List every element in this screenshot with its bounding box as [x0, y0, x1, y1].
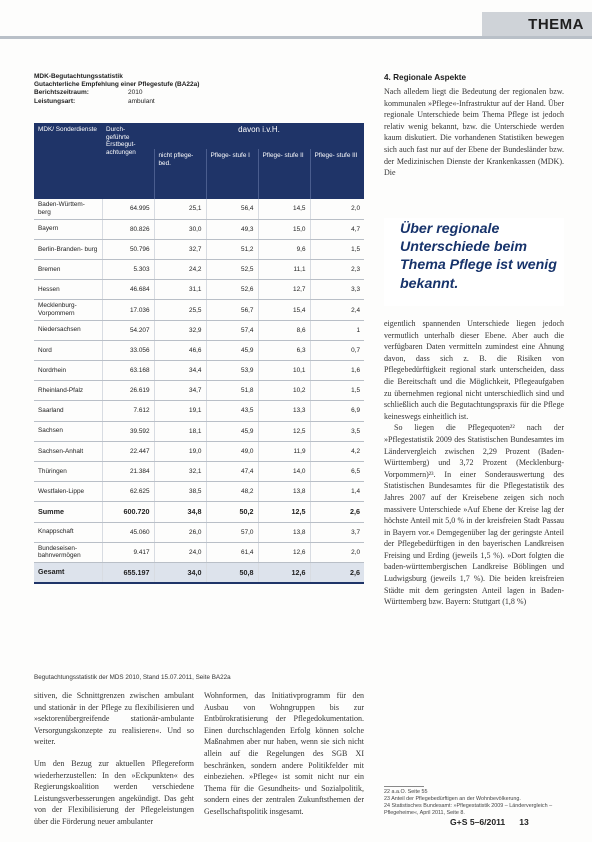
cell-s3: 2,3	[310, 260, 364, 280]
cell-total: 39.592	[102, 421, 154, 441]
row-label: Thüringen	[34, 461, 102, 481]
table-row	[34, 482, 364, 502]
cell-s1: 50,2	[206, 502, 258, 522]
cell-total: 62.625	[102, 482, 154, 502]
paragraph: eigentlich spannenden Unterschiede liegen jedoch vermutlich unterhalb dieser Ebene. Aber auch die verfügbaren Daten vermitteln zumindest eine Ahnung davon, dass sich z. B. die Risiken von Pflegebedürftigkeit regional stark unterscheiden, dass die Bereitschaft und die Möglichkeit, Pflegeaufgaben zu übernehmen regional nicht unterschiedlich sind und schließlich auch die Begutachtungspraxis für die Pflege keineswegs einheitlich ist.	[384, 319, 564, 421]
cell-s1: 61,4	[206, 542, 258, 562]
cell-s2: 14,0	[258, 461, 310, 481]
cell-nicht: 31,1	[154, 280, 206, 300]
cell-total: 63.168	[102, 361, 154, 381]
cell-s1: 57,4	[206, 320, 258, 340]
cell-s1: 47,4	[206, 461, 258, 481]
cell-nicht: 34,8	[154, 502, 206, 522]
row-label: Westfalen-Lippe	[34, 482, 102, 502]
table-meta	[34, 73, 364, 106]
cell-total: 22.447	[102, 441, 154, 461]
cell-s2: 15,4	[258, 300, 310, 320]
pull-quote	[384, 218, 564, 306]
cell-s2: 10,1	[258, 361, 310, 381]
cell-nicht: 24,2	[154, 260, 206, 280]
cell-nicht: 32,7	[154, 239, 206, 259]
row-label: Bremen	[34, 260, 102, 280]
row-label: Hessen	[34, 280, 102, 300]
table-source: Begutachtungsstatistik der MDS 2010, Stand 15.07.2011, Seite BA22a	[34, 674, 231, 681]
cell-s2: 11,9	[258, 441, 310, 461]
meta-key: Berichtszeitraum:	[34, 89, 89, 97]
table-row	[34, 300, 364, 320]
meta-value: ambulant	[128, 97, 155, 105]
cell-s1: 51,2	[206, 239, 258, 259]
table-row	[34, 542, 364, 562]
cell-nicht: 26,0	[154, 522, 206, 542]
cell-s3: 1	[310, 320, 364, 340]
header-stufe-1: Pflege- stufe I	[206, 149, 258, 199]
cell-nicht: 25,1	[154, 199, 206, 219]
cell-s3: 4,2	[310, 441, 364, 461]
row-label: Sachsen	[34, 421, 102, 441]
cell-s3: 2,0	[310, 199, 364, 219]
cell-s3: 2,4	[310, 300, 364, 320]
cell-nicht: 25,5	[154, 300, 206, 320]
cell-s2: 12,6	[258, 542, 310, 562]
table-row	[34, 461, 364, 481]
footnote: 22 a.a.O. Seite 55	[384, 789, 428, 795]
cell-nicht: 32,9	[154, 320, 206, 340]
row-label: Nord	[34, 340, 102, 360]
cell-s3: 2,6	[310, 562, 364, 582]
cell-s2: 12,6	[258, 562, 310, 582]
header-davon: davon i.v.H.	[154, 123, 364, 149]
row-label: Bundeseisen- bahnvermögen	[34, 542, 102, 562]
cell-s3: 0,7	[310, 340, 364, 360]
cell-s2: 12,5	[258, 421, 310, 441]
total-row	[34, 562, 364, 582]
header-nicht-pflegebed: nicht pflege- bed.	[154, 149, 206, 199]
header-stufe-3: Pflege- stufe III	[310, 149, 364, 199]
cell-nicht: 34,0	[154, 562, 206, 582]
cell-s2: 6,3	[258, 340, 310, 360]
cell-total: 26.619	[102, 381, 154, 401]
cell-total: 655.197	[102, 562, 154, 582]
row-label: Rheinland-Pfalz	[34, 381, 102, 401]
statistics-table	[34, 123, 364, 584]
cell-nicht: 19,0	[154, 441, 206, 461]
cell-nicht: 18,1	[154, 421, 206, 441]
footnotes	[384, 786, 564, 817]
cell-s2: 8,6	[258, 320, 310, 340]
cell-total: 46.684	[102, 280, 154, 300]
cell-nicht: 34,7	[154, 381, 206, 401]
cell-s1: 52,5	[206, 260, 258, 280]
cell-nicht: 19,1	[154, 401, 206, 421]
cell-total: 80.826	[102, 219, 154, 239]
section-tab	[482, 12, 592, 36]
footnote: 24 Statistisches Bundesamt: »Pflegestatistik 2009 – Ländervergleich – Pflegeheime«, April 2011, Seite 8.	[384, 802, 553, 816]
table-row	[34, 361, 364, 381]
paragraph: sitiven, die Schnittgrenzen zwischen ambulant und stationär in der Pflege zu flexibilisieren und »sektorenübergreifende stationär-ambulante Versorgungskonzepte zu realisieren«. Und so weiter.	[34, 691, 194, 747]
header-erstbegutachtungen: Durch- geführte Erstbegut- achtungen	[102, 123, 154, 199]
middle-text-column	[204, 690, 364, 818]
cell-s1: 56,7	[206, 300, 258, 320]
meta-value: 2010	[128, 89, 143, 97]
section-heading: 4. Regionale Aspekte	[384, 73, 467, 82]
paragraph: Wohnformen, das Initiativprogramm für den Ausbau von Wohngruppen bis zur Entbürokratisierung der Pflegedokumentation. Einen durchschlagenden Erfolg können solche Maßnahmen aber nur haben, wenn sie sich nicht allein auf die Regelungen des SGB XI beschränken, sondern andere Politikfelder mit einbeziehen. »Pflege« ist somit nicht nur ein Thema für die Gesundheits- und Sozialpolitik, sondern eines der zentralen Zukunftsthemen der Gesellschaftspolitik insgesamt.	[204, 691, 364, 816]
paragraph: Um den Bezug zur aktuellen Pflegereform wiederherzustellen: In den »Eckpunkten« des Regierungskoalition werden verschiedene Leistungsverbesserungen angekündigt. Das geht von der Flexibilisierung der Pflegeleistungen über die Förderung neuer ambulanter	[34, 758, 194, 826]
cell-s2: 12,5	[258, 502, 310, 522]
cell-s3: 4,7	[310, 219, 364, 239]
cell-total: 7.612	[102, 401, 154, 421]
cell-nicht: 46,6	[154, 340, 206, 360]
cell-s1: 45,9	[206, 340, 258, 360]
header-stufe-2: Pflege- stufe II	[258, 149, 310, 199]
row-label: Knappschaft	[34, 522, 102, 542]
cell-s2: 10,2	[258, 381, 310, 401]
cell-total: 21.384	[102, 461, 154, 481]
cell-s1: 50,8	[206, 562, 258, 582]
cell-s2: 13,8	[258, 522, 310, 542]
table-row	[34, 401, 364, 421]
cell-s1: 45,9	[206, 421, 258, 441]
cell-nicht: 38,5	[154, 482, 206, 502]
cell-total: 17.036	[102, 300, 154, 320]
cell-s3: 3,5	[310, 421, 364, 441]
cell-s3: 3,3	[310, 280, 364, 300]
journal-issue: G+S 5–6/2011	[450, 817, 506, 827]
cell-total: 45.060	[102, 522, 154, 542]
cell-nicht: 34,4	[154, 361, 206, 381]
row-label: Baden-Württem- berg	[34, 199, 102, 219]
table-row	[34, 340, 364, 360]
table-title: MDK-Begutachtungsstatistik	[34, 73, 123, 80]
row-label: Saarland	[34, 401, 102, 421]
cell-s2: 13,3	[258, 401, 310, 421]
section-tab-label: THEMA	[528, 16, 584, 33]
cell-total: 50.796	[102, 239, 154, 259]
section-paragraphs	[384, 318, 564, 608]
row-label: Berlin-Branden- burg	[34, 239, 102, 259]
table-row	[34, 280, 364, 300]
row-label: Gesamt	[34, 562, 102, 582]
header-mdk: MDK/ Sonderdienste	[34, 123, 102, 199]
cell-s1: 43,5	[206, 401, 258, 421]
cell-s1: 53,9	[206, 361, 258, 381]
paragraph: So liegen die Pflegequoten²² nach der »Pflegestatistik 2009 des Statistischen Bundesamtes im Ländervergleich zwischen 2,29 Prozent (Baden-Württemberg) und 3,72 Prozent (Mecklenburg-Vorpommern)²³. In einer Sonderauswertung des Statistischen Bundesamtes für die Pflegestatistik des Jahres 2007 auf der Kreisebene zeigen sich noch massivere Unterschiede »Auf Ebene der Kreise lag der höchste Anteil mit 5,0 % in der kreisfreien Stadt Passau in Bayern vor.« Demgegenüber lag der geringste Anteil der Pflegebedürftigen in den bayerischen Landkreisen Freising und Erding (jeweils 1,5 %). »Dort folgten die baden-württembergischen Landkreise Böblingen und Ludwigsburg (jeweils 1,7 %). Die beiden kreisfreien Städte mit dem geringsten Anteil lagen in Baden-Württemberg bzw. Bayern: Stuttgart (1,8 %)	[384, 423, 564, 607]
row-label: Sachsen-Anhalt	[34, 441, 102, 461]
meta-row	[34, 98, 364, 106]
cell-total: 9.417	[102, 542, 154, 562]
row-label: Summe	[34, 502, 102, 522]
cell-s3: 1,4	[310, 482, 364, 502]
left-text-column	[34, 690, 194, 828]
cell-s3: 1,5	[310, 381, 364, 401]
cell-nicht: 24,0	[154, 542, 206, 562]
cell-s2: 12,7	[258, 280, 310, 300]
cell-s3: 1,5	[310, 239, 364, 259]
page-number: 13	[519, 817, 529, 827]
table-row	[34, 260, 364, 280]
row-label: Mecklenburg- Vorpommern	[34, 300, 102, 320]
cell-s3: 3,7	[310, 522, 364, 542]
cell-nicht: 32,1	[154, 461, 206, 481]
table-row	[34, 219, 364, 239]
cell-total: 33.056	[102, 340, 154, 360]
page-footer	[450, 817, 529, 827]
cell-s1: 48,2	[206, 482, 258, 502]
header-rule	[0, 36, 592, 39]
table-subtitle: Gutachterliche Empfehlung einer Pflegestufe (BA22a)	[34, 81, 200, 89]
table-row	[34, 320, 364, 340]
meta-key: Leistungsart:	[34, 97, 76, 105]
table-row	[34, 381, 364, 401]
cell-s1: 57,0	[206, 522, 258, 542]
cell-s1: 49,3	[206, 219, 258, 239]
cell-total: 54.207	[102, 320, 154, 340]
cell-s2: 9,6	[258, 239, 310, 259]
pull-quote-text: Über regionale Unterschiede beim Thema Pflege ist wenig bekannt.	[400, 221, 557, 292]
cell-total: 600.720	[102, 502, 154, 522]
cell-s2: 11,1	[258, 260, 310, 280]
footnote: 23 Anteil der Pflegebedürftigen an der Wohnbevölkerung.	[384, 795, 521, 802]
table-row	[34, 441, 364, 461]
cell-total: 5.303	[102, 260, 154, 280]
sum-row	[34, 502, 364, 522]
table-row	[34, 421, 364, 441]
table-row	[34, 199, 364, 219]
cell-s1: 49,0	[206, 441, 258, 461]
cell-s1: 56,4	[206, 199, 258, 219]
table-row	[34, 239, 364, 259]
table-row	[34, 522, 364, 542]
cell-nicht: 30,0	[154, 219, 206, 239]
cell-s3: 1,6	[310, 361, 364, 381]
cell-s3: 2,0	[310, 542, 364, 562]
cell-s3: 6,5	[310, 461, 364, 481]
footnote-rule	[384, 786, 424, 787]
cell-s2: 15,0	[258, 219, 310, 239]
cell-s2: 14,5	[258, 199, 310, 219]
cell-s1: 52,6	[206, 280, 258, 300]
cell-total: 64.995	[102, 199, 154, 219]
cell-s1: 51,8	[206, 381, 258, 401]
row-label: Niedersachsen	[34, 320, 102, 340]
row-label: Nordrhein	[34, 361, 102, 381]
cell-s3: 2,6	[310, 502, 364, 522]
row-label: Bayern	[34, 219, 102, 239]
cell-s3: 6,9	[310, 401, 364, 421]
meta-row	[34, 89, 364, 97]
cell-s2: 13,8	[258, 482, 310, 502]
section-paragraph-1: Nach alledem liegt die Bedeutung der regionalen bzw. kommunalen »Pflege«-Infrastruktur auf der Hand. Über regionale Unterschiede beim Thema Pflege ist jedoch relativ wenig bekannt, bzw. die Unterschiede werden kaum diskutiert. Die vorhandenen Statistiken bewegen sich auch fast nur auf der Ebene der Bundesländer bzw. der Medizinischen Dienste der Krankenkassen (MDK). Die	[384, 87, 564, 178]
